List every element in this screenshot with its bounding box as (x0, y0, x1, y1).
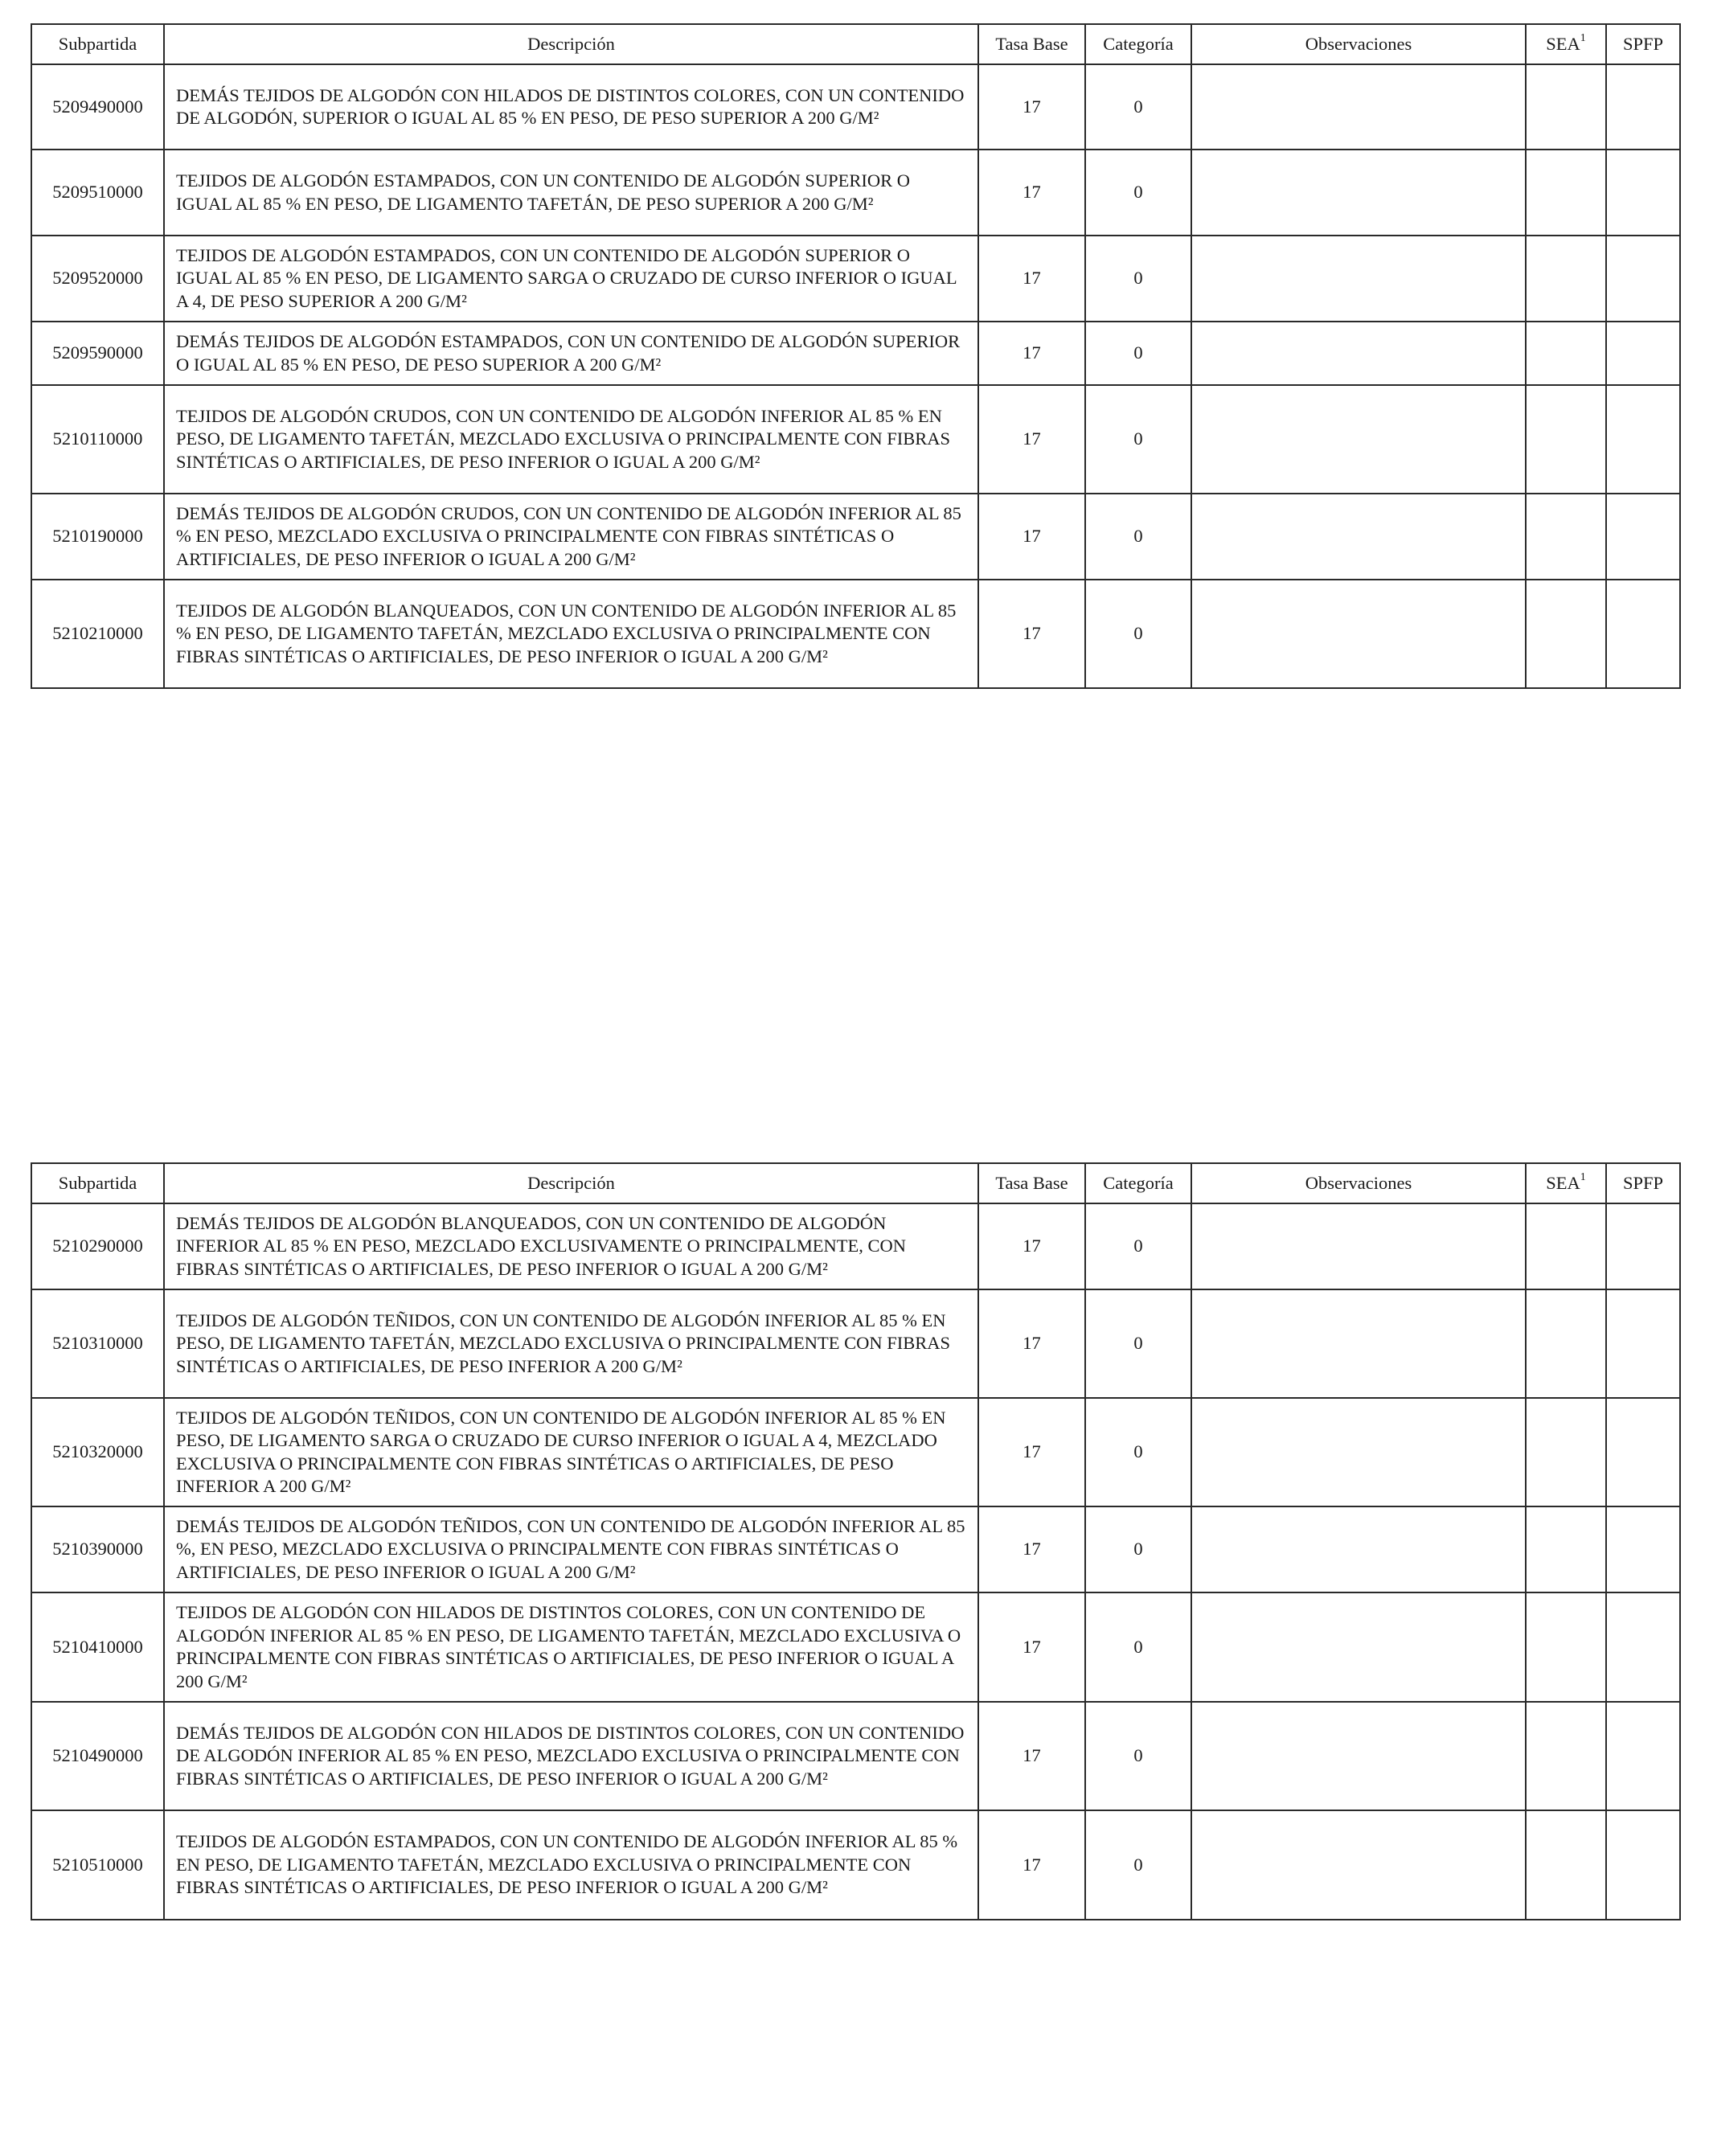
categoria-cell: 0 (1085, 236, 1191, 322)
observaciones-cell (1191, 580, 1526, 688)
descripcion-cell: TEJIDOS DE ALGODÓN ESTAMPADOS, CON UN CONTENIDO DE ALGODÓN SUPERIOR O IGUAL AL 85 % EN PESO, DE LIGAMENTO SARGA O CRUZADO DE CURSO INFERIOR O IGUAL A 4, DE PESO SUPERIOR A 200 G/M² (164, 236, 978, 322)
categoria-cell: 0 (1085, 1506, 1191, 1592)
spfp-cell (1606, 1592, 1680, 1702)
spfp-cell (1606, 236, 1680, 322)
observaciones-cell (1191, 385, 1526, 494)
subpartida-cell: 5210310000 (31, 1289, 164, 1398)
sea-cell (1526, 1810, 1606, 1920)
tariff-table-1 (31, 23, 1681, 689)
sea-cell (1526, 1702, 1606, 1810)
spfp-cell (1606, 385, 1680, 494)
descripcion-cell: TEJIDOS DE ALGODÓN TEÑIDOS, CON UN CONTENIDO DE ALGODÓN INFERIOR AL 85 % EN PESO, DE LIGAMENTO TAFETÁN, MEZCLADO EXCLUSIVA O PRINCIPALMENTE CON FIBRAS SINTÉTICAS O ARTIFICIALES, DE PESO INFERIOR A 200 G/M² (164, 1289, 978, 1398)
sea-cell (1526, 1398, 1606, 1506)
header-sea (1526, 24, 1606, 64)
subpartida-cell: 5209590000 (31, 322, 164, 385)
spfp-cell (1606, 580, 1680, 688)
header-spfp: SPFP (1606, 1163, 1680, 1203)
subpartida-cell: 5210290000 (31, 1203, 164, 1289)
sea-cell (1526, 494, 1606, 580)
categoria-cell: 0 (1085, 150, 1191, 236)
subpartida-cell: 5210390000 (31, 1506, 164, 1592)
spfp-cell (1606, 1289, 1680, 1398)
tasa-base-cell: 17 (978, 580, 1085, 688)
subpartida-cell: 5210510000 (31, 1810, 164, 1920)
observaciones-cell (1191, 1398, 1526, 1506)
tasa-base-cell: 17 (978, 236, 1085, 322)
categoria-cell: 0 (1085, 1398, 1191, 1506)
subpartida-cell: 5210490000 (31, 1702, 164, 1810)
header-tasa-base: Tasa Base (978, 24, 1085, 64)
sea-cell (1526, 1506, 1606, 1592)
header-descripcion: Descripción (164, 24, 978, 64)
header-sea (1526, 1163, 1606, 1203)
observaciones-cell (1191, 1289, 1526, 1398)
categoria-cell: 0 (1085, 1810, 1191, 1920)
header-spfp: SPFP (1606, 24, 1680, 64)
descripcion-cell: TEJIDOS DE ALGODÓN ESTAMPADOS, CON UN CONTENIDO DE ALGODÓN INFERIOR AL 85 % EN PESO, DE LIGAMENTO TAFETÁN, MEZCLADO EXCLUSIVA O PRINCIPALMENTE CON FIBRAS SINTÉTICAS O ARTIFICIALES, DE PESO INFERIOR O IGUAL A 200 G/M² (164, 1810, 978, 1920)
tasa-base-cell: 17 (978, 1702, 1085, 1810)
table-row (31, 1398, 1680, 1506)
descripcion-cell: TEJIDOS DE ALGODÓN CON HILADOS DE DISTINTOS COLORES, CON UN CONTENIDO DE ALGODÓN INFERIOR AL 85 % EN PESO, DE LIGAMENTO TAFETÁN, MEZCLADO EXCLUSIVA O PRINCIPALMENTE CON FIBRAS SINTÉTICAS O ARTIFICIALES, DE PESO INFERIOR O IGUAL A 200 G/M² (164, 1592, 978, 1702)
spfp-cell (1606, 1702, 1680, 1810)
table-row (31, 580, 1680, 688)
descripcion-cell: DEMÁS TEJIDOS DE ALGODÓN TEÑIDOS, CON UN CONTENIDO DE ALGODÓN INFERIOR AL 85 %, EN PESO, MEZCLADO EXCLUSIVA O PRINCIPALMENTE CON FIBRAS SINTÉTICAS O ARTIFICIALES, DE PESO INFERIOR O IGUAL A 200 G/M² (164, 1506, 978, 1592)
observaciones-cell (1191, 1810, 1526, 1920)
sea-cell (1526, 64, 1606, 150)
observaciones-cell (1191, 1203, 1526, 1289)
table-row (31, 1289, 1680, 1398)
spfp-cell (1606, 1398, 1680, 1506)
tasa-base-cell: 17 (978, 1398, 1085, 1506)
tasa-base-cell: 17 (978, 385, 1085, 494)
sea-cell (1526, 1592, 1606, 1702)
categoria-cell: 0 (1085, 494, 1191, 580)
table-row (31, 322, 1680, 385)
header-sea-label: SEA (1546, 33, 1580, 54)
header-observaciones: Observaciones (1191, 24, 1526, 64)
tasa-base-cell: 17 (978, 1506, 1085, 1592)
header-categoria: Categoría (1085, 24, 1191, 64)
observaciones-cell (1191, 150, 1526, 236)
descripcion-cell: TEJIDOS DE ALGODÓN TEÑIDOS, CON UN CONTENIDO DE ALGODÓN INFERIOR AL 85 % EN PESO, DE LIGAMENTO SARGA O CRUZADO DE CURSO INFERIOR O IGUAL A 4, MEZCLADO EXCLUSIVA O PRINCIPALMENTE CON FIBRAS SINTÉTICAS O ARTIFICIALES, DE PESO INFERIOR A 200 G/M² (164, 1398, 978, 1506)
descripcion-cell: TEJIDOS DE ALGODÓN BLANQUEADOS, CON UN CONTENIDO DE ALGODÓN INFERIOR AL 85 % EN PESO, DE LIGAMENTO TAFETÁN, MEZCLADO EXCLUSIVA O PRINCIPALMENTE CON FIBRAS SINTÉTICAS O ARTIFICIALES, DE PESO INFERIOR O IGUAL A 200 G/M² (164, 580, 978, 688)
observaciones-cell (1191, 64, 1526, 150)
header-descripcion: Descripción (164, 1163, 978, 1203)
spfp-cell (1606, 64, 1680, 150)
subpartida-cell: 5210410000 (31, 1592, 164, 1702)
tariff-table-2 (31, 1162, 1681, 1920)
categoria-cell: 0 (1085, 385, 1191, 494)
table-row (31, 150, 1680, 236)
table-row (31, 385, 1680, 494)
table-row (31, 1506, 1680, 1592)
header-subpartida: Subpartida (31, 24, 164, 64)
subpartida-cell: 5210110000 (31, 385, 164, 494)
sea-cell (1526, 580, 1606, 688)
subpartida-cell: 5210190000 (31, 494, 164, 580)
table-row (31, 1592, 1680, 1702)
descripcion-cell: TEJIDOS DE ALGODÓN ESTAMPADOS, CON UN CONTENIDO DE ALGODÓN SUPERIOR O IGUAL AL 85 % EN PESO, DE LIGAMENTO TAFETÁN, DE PESO SUPERIOR A 200 G/M² (164, 150, 978, 236)
subpartida-cell: 5209490000 (31, 64, 164, 150)
spfp-cell (1606, 322, 1680, 385)
spfp-cell (1606, 1810, 1680, 1920)
observaciones-cell (1191, 494, 1526, 580)
tasa-base-cell: 17 (978, 1810, 1085, 1920)
categoria-cell: 0 (1085, 1592, 1191, 1702)
observaciones-cell (1191, 236, 1526, 322)
tasa-base-cell: 17 (978, 494, 1085, 580)
observaciones-cell (1191, 1506, 1526, 1592)
sea-cell (1526, 322, 1606, 385)
header-observaciones: Observaciones (1191, 1163, 1526, 1203)
table-row (31, 494, 1680, 580)
descripcion-cell: DEMÁS TEJIDOS DE ALGODÓN CON HILADOS DE DISTINTOS COLORES, CON UN CONTENIDO DE ALGODÓN, SUPERIOR O IGUAL AL 85 % EN PESO, DE PESO SUPERIOR A 200 G/M² (164, 64, 978, 150)
sea-cell (1526, 1289, 1606, 1398)
sea-cell (1526, 385, 1606, 494)
tasa-base-cell: 17 (978, 1289, 1085, 1398)
subpartida-cell: 5209520000 (31, 236, 164, 322)
categoria-cell: 0 (1085, 322, 1191, 385)
descripcion-cell: TEJIDOS DE ALGODÓN CRUDOS, CON UN CONTENIDO DE ALGODÓN INFERIOR AL 85 % EN PESO, DE LIGAMENTO TAFETÁN, MEZCLADO EXCLUSIVA O PRINCIPALMENTE CON FIBRAS SINTÉTICAS O ARTIFICIALES, DE PESO INFERIOR O IGUAL A 200 G/M² (164, 385, 978, 494)
subpartida-cell: 5209510000 (31, 150, 164, 236)
sea-footnote-marker: 1 (1580, 32, 1586, 45)
spfp-cell (1606, 150, 1680, 236)
tasa-base-cell: 17 (978, 150, 1085, 236)
subpartida-cell: 5210210000 (31, 580, 164, 688)
sea-cell (1526, 236, 1606, 322)
observaciones-cell (1191, 322, 1526, 385)
table-header (31, 1163, 1680, 1203)
spfp-cell (1606, 1203, 1680, 1289)
tasa-base-cell: 17 (978, 322, 1085, 385)
tasa-base-cell: 17 (978, 1592, 1085, 1702)
sea-footnote-marker: 1 (1580, 1171, 1586, 1184)
observaciones-cell (1191, 1592, 1526, 1702)
descripcion-cell: DEMÁS TEJIDOS DE ALGODÓN CRUDOS, CON UN CONTENIDO DE ALGODÓN INFERIOR AL 85 % EN PESO, MEZCLADO EXCLUSIVA O PRINCIPALMENTE CON FIBRAS SINTÉTICAS O ARTIFICIALES, DE PESO INFERIOR O IGUAL A 200 G/M² (164, 494, 978, 580)
descripcion-cell: DEMÁS TEJIDOS DE ALGODÓN BLANQUEADOS, CON UN CONTENIDO DE ALGODÓN INFERIOR AL 85 % EN PESO, MEZCLADO EXCLUSIVAMENTE O PRINCIPALMENTE, CON FIBRAS SINTÉTICAS O ARTIFICIALES, DE PESO INFERIOR O IGUAL A 200 G/M² (164, 1203, 978, 1289)
categoria-cell: 0 (1085, 1203, 1191, 1289)
table-row (31, 1810, 1680, 1920)
table-row (31, 236, 1680, 322)
table-row (31, 1203, 1680, 1289)
header-tasa-base: Tasa Base (978, 1163, 1085, 1203)
categoria-cell: 0 (1085, 64, 1191, 150)
tasa-base-cell: 17 (978, 64, 1085, 150)
table-row (31, 1702, 1680, 1810)
sea-cell (1526, 150, 1606, 236)
subpartida-cell: 5210320000 (31, 1398, 164, 1506)
table-header (31, 24, 1680, 64)
categoria-cell: 0 (1085, 1702, 1191, 1810)
header-subpartida: Subpartida (31, 1163, 164, 1203)
header-categoria: Categoría (1085, 1163, 1191, 1203)
spfp-cell (1606, 494, 1680, 580)
descripcion-cell: DEMÁS TEJIDOS DE ALGODÓN ESTAMPADOS, CON UN CONTENIDO DE ALGODÓN SUPERIOR O IGUAL AL 85 % EN PESO, DE PESO SUPERIOR A 200 G/M² (164, 322, 978, 385)
observaciones-cell (1191, 1702, 1526, 1810)
sea-cell (1526, 1203, 1606, 1289)
header-sea-label: SEA (1546, 1172, 1580, 1193)
table-row (31, 64, 1680, 150)
tasa-base-cell: 17 (978, 1203, 1085, 1289)
descripcion-cell: DEMÁS TEJIDOS DE ALGODÓN CON HILADOS DE DISTINTOS COLORES, CON UN CONTENIDO DE ALGODÓN INFERIOR AL 85 % EN PESO, MEZCLADO EXCLUSIVA O PRINCIPALMENTE CON FIBRAS SINTÉTICAS O ARTIFICIALES, DE PESO INFERIOR O IGUAL A 200 G/M² (164, 1702, 978, 1810)
spfp-cell (1606, 1506, 1680, 1592)
categoria-cell: 0 (1085, 580, 1191, 688)
categoria-cell: 0 (1085, 1289, 1191, 1398)
